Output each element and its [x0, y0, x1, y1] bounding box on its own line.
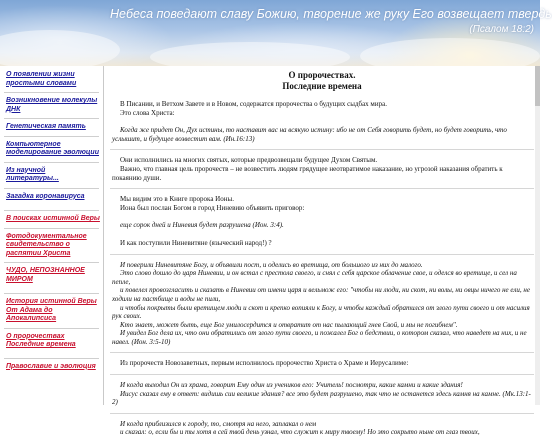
sidebar-divider — [4, 328, 99, 329]
sidebar-link-true-faith[interactable]: В поисках истинной Веры — [6, 215, 100, 222]
scripture-quote: Иисус сказал ему в ответ: видишь сии великие здания? все это будет разрушено, так что не останется здесь камня на камне. (Мк.13:1-2) — [112, 389, 531, 407]
scripture-quote: И увидел Бог дела их, что они обратились от злого пути своего, и пожалел Бог о бедствии, о котором сказал, что наведет на них, и не навел. (Ион. 3:5-10) — [112, 329, 527, 346]
scripture-quote: и сказал: о, если бы и ты хотя в сей твой день узнал, что служит к миру твоему! Но это сокрыто ныне от глаз твоих, — [120, 428, 480, 437]
article-content — [108, 68, 536, 437]
scripture-quote: и чтобы покрыты были вретищем люди и скот и крепко вопияли к Богу, и чтобы каждый обратился от злого пути своего и от насилия рук своих. — [112, 303, 530, 321]
cloud-decoration — [0, 30, 120, 70]
article-paragraph: Важно, что главная цель пророчеств – не возвестить людям грядущее неотвратимое наказание, но угрозой наказания обратить к покаянию души. — [112, 164, 503, 182]
article-paragraph: Они исполнились на многих святых, которые предвозвещали будущее Духом Святым. — [120, 156, 378, 165]
sidebar-link-genetic-memory[interactable]: Генетическая память — [6, 123, 86, 130]
sidebar-link-prophecies[interactable]: О пророчествах Последние времена — [6, 332, 76, 348]
scripture-quote: и повелел провозгласить и сказать в Ниневии от имени царя и вельмож его: "чтобы ни люди, ни скот, ни волы, ни овцы ничего не ели, не ходили на пастбище и воды не пили, — [112, 286, 530, 303]
section-divider — [110, 254, 534, 255]
sidebar-link-evolution-simulation[interactable]: Компьютерное моделирование эволюции — [6, 140, 99, 156]
article-paragraph: В Писании, и Ветхом Завете и в Новом, содержатся пророчества о будущих сыдбах мира. — [120, 100, 387, 108]
sidebar-link-miracle[interactable]: ЧУДО, НЕПОЗНАННОЕ МИРОМ — [6, 267, 85, 283]
sidebar-link-orthodoxy-evolution[interactable]: Православие и эволюция — [6, 362, 96, 370]
sidebar-divider — [4, 210, 99, 211]
sidebar-nav — [0, 66, 102, 405]
scripture-quote: И когда выходил Он из храма, говорит Ему один из учеников его: Учитель! посмотри, какие камни и какие здания! — [120, 381, 463, 390]
sidebar-divider — [4, 162, 99, 163]
section-divider — [110, 413, 534, 414]
article-paragraph: И как поступили Ниневитяне (языческий народ!) ? — [120, 238, 272, 247]
scripture-quote: Кто знает, может быть, еще Бог умилосердится и отвратит от нас пылающий гнев Свой, и мы не погибнем". — [120, 320, 458, 329]
sidebar-link-origin-of-life[interactable]: О появлении жизни простыми словами — [6, 71, 77, 87]
page-scrollbar[interactable] — [535, 66, 540, 405]
sidebar-link-crucifixion-evidence[interactable]: Фотодокументальное свидетельство о распятии Христа — [6, 232, 87, 257]
sidebar-link-coronavirus[interactable]: Загадка коронавируса — [6, 192, 85, 200]
article-title — [108, 70, 536, 91]
header-banner — [0, 0, 552, 66]
article-paragraph: Это слова Христа: — [120, 108, 175, 117]
sidebar-link-scientific-literature[interactable]: Из научной литературы... — [6, 166, 59, 182]
banner-verse-reference: (Псалом 18:2) — [469, 24, 534, 35]
article-paragraph: Иона был послан Богом в город Ниневию объявить приговор: — [120, 203, 305, 212]
sidebar-divider — [4, 293, 99, 294]
sidebar-divider — [4, 358, 99, 359]
article-paragraph: Из пророчеств Новозаветных, первым исполнилось пророчество Христа о Храме и Иерусалиме: — [120, 359, 409, 368]
sidebar-divider — [4, 228, 99, 229]
banner-verse: Небеса поведают славу Божию, творение же руку Его возвещает твердь — [110, 7, 552, 21]
sidebar-divider — [4, 188, 99, 189]
sidebar-divider — [4, 92, 99, 93]
scripture-quote: И когда приблизился к городу, то, смотря на него, заплакал о нем — [120, 419, 317, 428]
sidebar-separator — [103, 66, 104, 405]
scripture-quote: Это слово дошло до царя Ниневии, и он встал с престола своего, и снял с себя царское облачение свое, и оделся во вретище, и сел на пепле, — [112, 269, 517, 286]
article-paragraph: Мы видим это в Книге пророка Ионы. — [120, 195, 234, 204]
scripture-quote: еще сорок дней и Ниневия будет разрушена (Ион. 3:4). — [120, 221, 284, 230]
article-title-line1: О пророчествах. — [288, 70, 356, 80]
scrollbar-thumb[interactable] — [535, 66, 540, 106]
sidebar-divider — [4, 262, 99, 263]
section-divider — [110, 374, 534, 375]
section-divider — [110, 188, 534, 189]
sidebar-divider — [4, 136, 99, 137]
sidebar-divider — [4, 118, 99, 119]
sidebar-link-history-of-faith[interactable]: История истинной Веры От Адама до Апокалипсиса — [6, 298, 97, 322]
sidebar-link-dna[interactable]: Возникновение молекулы ДНК — [6, 97, 98, 113]
scripture-quote: Когда же придет Он, Дух истины, то наставит вас на всякую истину: ибо не от Себя говорить будет, но будет говорить, что услышит, и будущее возвестит вам. (Ин.16:13) — [112, 126, 507, 143]
article-title-line2: Последние времена — [282, 80, 362, 91]
scripture-quote: И поверили Ниневитяне Богу, и объявили пост, и оделись во вретища, от большого из них до малого. — [120, 260, 423, 269]
section-divider — [110, 149, 534, 150]
section-divider — [110, 352, 534, 353]
